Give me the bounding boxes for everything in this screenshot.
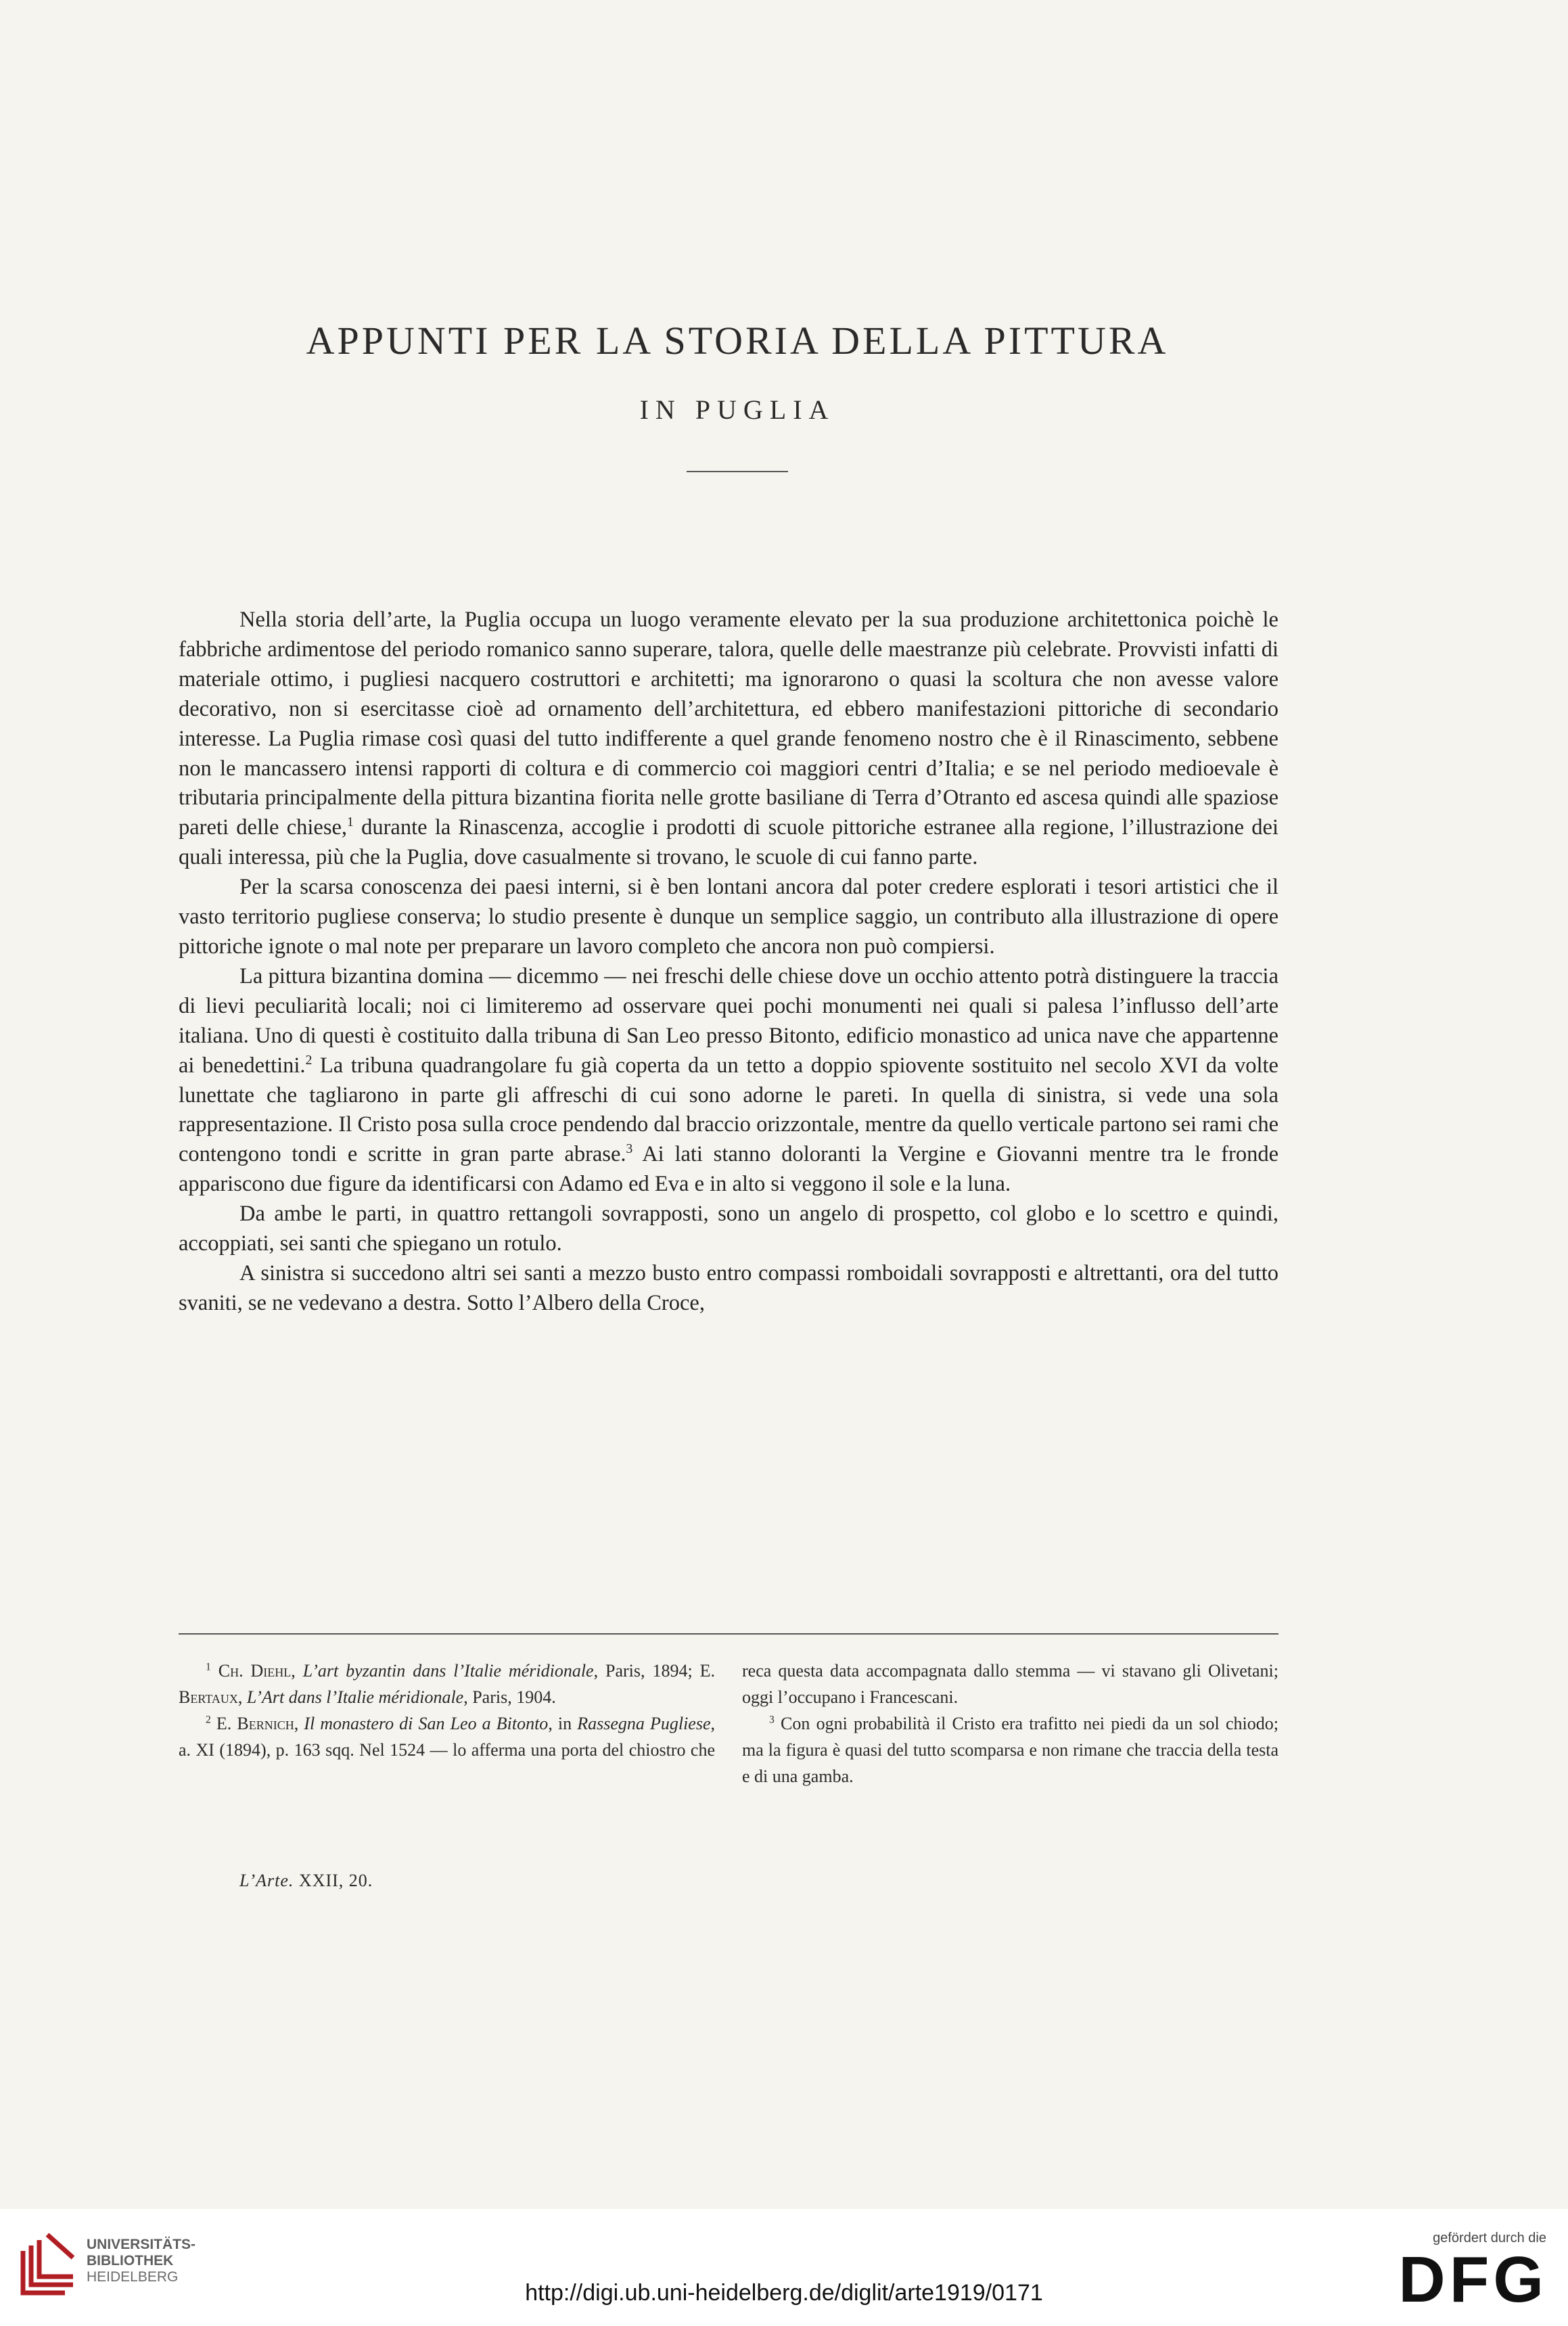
text-run: A sinistra si succedono altri sei santi a mezzo busto entro compassi romboidali sovrapposti e altrettanti, ora del tutto svaniti, se ne vedevano a destra. Sotto l’Albero della Croce, xyxy=(179,1260,1278,1315)
text-run: Rassegna Pugliese xyxy=(577,1714,711,1733)
text-run: Ch. Diehl xyxy=(218,1661,292,1681)
text-run: Nella storia dell’arte, la Puglia occupa un luogo veramente elevato per la sua produzione architettonica poichè le fabbriche ardimentose del periodo romanico sanno superare, talora, quelle delle maestranze più celebrate. Provvisti infatti di materiale ottimo, i pugliesi nacquero costruttori e architetti; ma ignorarono o quasi la scoltura che non avesse valore decorativo, non si esercitasse cioè ad ornamento dell’architettura, ed ebbero manifestazioni pittoriche di secondario interesse. La Puglia rimase così quasi del tutto indifferente a quel grande fenomeno nostro che è il Rinascimento, sebbene non le mancassero intensi rapporti di coltura e di commercio coi maggiori centri d’Italia; e se nel periodo medioevale è tributaria principalmente della pittura bizantina fiorita nelle grotte basiliane di Terra d’Otranto ed ascesa quindi alle spaziose pareti delle chiese, xyxy=(179,608,1278,840)
footnote-marker: 2 xyxy=(206,1714,211,1726)
text-run: E. xyxy=(210,1714,237,1733)
text-run: La tribuna quadrangolare fu già coperta da un tetto a doppio spiovente sostituito nel secolo xyxy=(312,1053,1159,1078)
text-run: , xyxy=(294,1714,304,1733)
text-run: Bernich xyxy=(237,1714,294,1733)
source-url-link[interactable]: http://digi.ub.uni-heidelberg.de/diglit/arte1919/0171 xyxy=(525,2280,1043,2306)
footnote-marker: 3 xyxy=(769,1714,775,1726)
text-run: Con ogni probabilità il Cristo era trafitto nei piedi da un sol chiodo; ma la figura è quasi del tutto scomparsa e non rimane che traccia della testa e di una gamba. xyxy=(742,1714,1278,1786)
text-run: , in xyxy=(548,1714,578,1733)
library-line-1: UNIVERSITÄTS- xyxy=(87,2237,196,2252)
digitization-footer xyxy=(0,2209,1568,2326)
text-run: , a. XI (1894), p. 163 sqq. Nel 1524 — lo afferma una porta del chiostro che reca questa data accompagnata dallo stemma — vi stavano gli Olivetani; oggi l’occupano i Francescani. xyxy=(179,1661,1278,1760)
text-run: durante la Rinascenza, accoglie i prodotti di scuole pittoriche estranee alla regione, l’illustrazione dei quali interessa, più che la Puglia, dove casualmente si trovano, le scuole di cui fanno parte. xyxy=(179,815,1278,870)
text-run: L’Art dans l’Italie méridionale xyxy=(246,1687,464,1707)
footnote-marker: 1 xyxy=(206,1661,211,1673)
text-run xyxy=(211,1661,218,1681)
footnote-marker: 1 xyxy=(347,815,354,830)
footnote xyxy=(742,1710,1278,1789)
footnote-marker: 3 xyxy=(626,1142,633,1157)
body-paragraph xyxy=(179,962,1278,1200)
text-run: Bertaux xyxy=(179,1687,238,1707)
text-run: L’art byzantin dans l’Italie méridionale xyxy=(302,1661,594,1681)
article-subtitle: IN PUGLIA xyxy=(639,394,835,425)
library-line-2: BIBLIOTHEK xyxy=(87,2253,174,2268)
article-title: APPUNTI PER LA STORIA DELLA PITTURA xyxy=(306,319,1169,363)
journal-signature xyxy=(239,1871,373,1891)
journal-volume: XXII, 20. xyxy=(294,1871,373,1890)
body-paragraph xyxy=(179,606,1278,873)
text-run: La pittura bizantina domina — dicemmo — nei freschi delle chiese dove un occhio attento potrà distinguere la traccia di lievi peculiarità locali; noi ci limiteremo ad osservare quei pochi monumenti nei quali si palesa l’influsso dell’arte italiana. Uno di questi è costituito dalla tribuna di San Leo presso Bitonto, edificio monastico ad unica nave che appartenne ai benedettini. xyxy=(179,963,1278,1078)
text-run: , xyxy=(291,1661,303,1681)
text-run: XVI xyxy=(1159,1053,1199,1078)
article-body xyxy=(179,606,1278,1319)
text-run: da volte lunettate che tagliarono in parte gli affreschi di cui sono adorne le pareti. In quella di sinistra, si vede una sola rappresentazione. Il Cristo posa sulla croce pendendo dal braccio orizzontale, mentre da quello verticale partono sei rami che contengono tondi e scritte in gran parte abrase. xyxy=(179,1053,1278,1167)
body-paragraph xyxy=(179,873,1278,962)
footnotes xyxy=(179,1658,1278,1789)
footnote-divider xyxy=(179,1633,1278,1635)
footnote-marker: 2 xyxy=(305,1053,313,1068)
university-library-name xyxy=(87,2237,195,2285)
text-run: Da ambe le parti, in quattro rettangoli sovrapposti, sono un angelo di prospetto, col globo e lo scettro e quindi, accoppiati, sei santi che spiegano un rotulo. xyxy=(179,1202,1278,1256)
library-line-3: HEIDELBERG xyxy=(87,2269,179,2285)
footnote xyxy=(179,1658,715,1710)
text-run: Il monastero di San Leo a Bitonto xyxy=(304,1714,549,1733)
text-run: Per la scarsa conoscenza dei paesi interni, si è ben lontani ancora dal poter credere esplorati i tesori artistici che il vasto territorio pugliese conserva; lo studio presente è dunque un semplice saggio, un contributo alla illustrazione di opere pittoriche ignote o mal note per preparare un lavoro completo che ancora non può compiersi. xyxy=(179,875,1278,959)
text-run: , Paris, 1904. xyxy=(463,1687,556,1707)
dfg-logo-icon: DFG xyxy=(1398,2243,1548,2316)
text-run: , Paris, 1894; E. xyxy=(593,1661,715,1681)
text-run: , xyxy=(237,1687,247,1707)
title-divider xyxy=(687,471,788,472)
journal-name: L’Arte. xyxy=(239,1871,294,1890)
body-paragraph xyxy=(179,1259,1278,1319)
funding-caption: gefördert durch die xyxy=(1433,2231,1546,2245)
body-paragraph xyxy=(179,1200,1278,1259)
text-run: Ai lati stanno doloranti la Vergine e Giovanni mentre tra le fronde appariscono due figure da identificarsi con Adamo ed Eva e in alto si veggono il sole e la luna. xyxy=(179,1142,1278,1197)
